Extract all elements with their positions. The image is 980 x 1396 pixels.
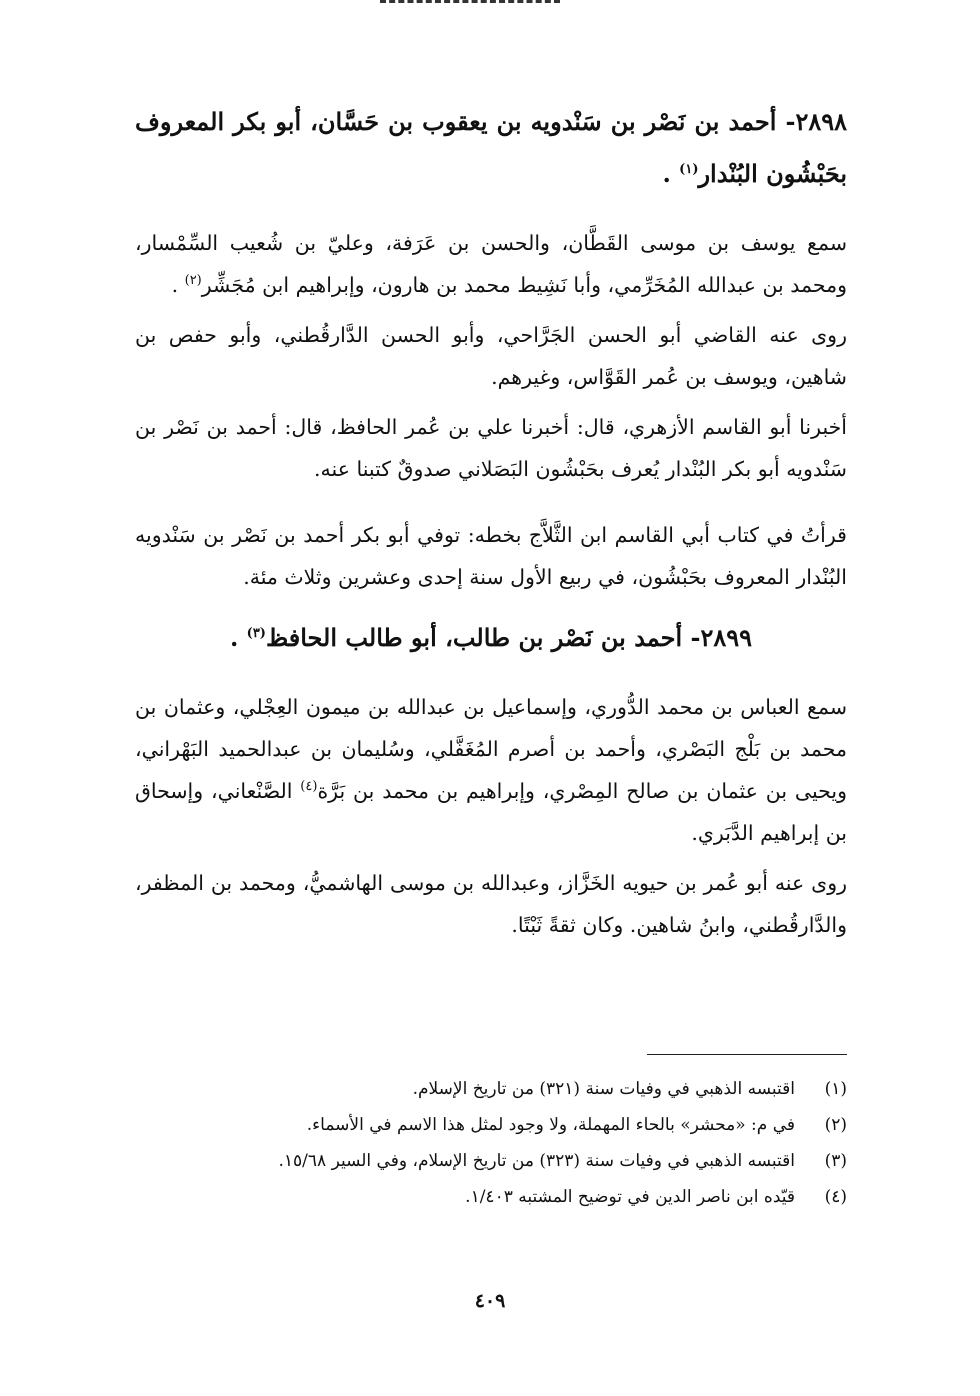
entry-2899-heading: [135, 612, 847, 664]
footnote-4: [135, 1179, 847, 1215]
footnote-text: في م: «محشر» بالحاء المهملة، ولا وجود لمثل هذا الاسم في الأسماء.: [306, 1115, 795, 1135]
entry-2898-narration: أخبرنا أبو القاسم الأزهري، قال: أخبرنا علي بن عُمر الحافظ، قال: أحمد بن نَصْر بن سَنْدويه أبو بكر البُنْدار يُعرف بحَبْشُون البَصَلاني صدوقٌ كتبنا عنه.: [135, 415, 847, 481]
footnote-number: (٤): [824, 1187, 847, 1207]
entry-2898-heading-end: .: [662, 159, 680, 188]
footnote-ref-1[interactable]: (١): [679, 162, 699, 177]
footnote-number: (٣): [824, 1151, 847, 1171]
footnote-text: قيّده ابن ناصر الدين في توضيح المشتبه ١/٤٠٣.: [465, 1187, 795, 1207]
entry-2898-teachers-end: .: [171, 273, 185, 297]
footnote-2: [135, 1107, 847, 1143]
entry-2898-students: روى عنه القاضي أبو الحسن الجَرَّاحي، وأبو الحسن الدَّارقُطني، وأبو حفص بن شاهين، ويوسف بن عُمر القَوَّاس، وغيرهم.: [135, 323, 847, 389]
footnotes-section: [135, 1054, 847, 1215]
entry-2898-teachers: [135, 222, 847, 306]
footnote-ref-2[interactable]: (٢): [184, 273, 202, 289]
footnote-number: (٢): [824, 1115, 847, 1135]
footnote-rule-wrap: [135, 1054, 847, 1055]
footnote-number: (١): [824, 1079, 847, 1099]
footnote-ref-4[interactable]: (٤): [300, 779, 318, 795]
entry-2898-teachers-text: سمع يوسف بن موسى القَطَّان، والحسن بن عَرَفة، وعليّ بن شُعيب السِّمْسار، ومحمد بن عبدالله المُخَرِّمي، وأبا نَشِيط محمد بن هارون، وإبراهيم ابن مُجَشِّر: [135, 231, 847, 297]
entry-2899-teachers-end: الصَّنْعاني، وإسحاق بن إبراهيم الدَّبَري.: [135, 779, 847, 845]
footnote-text: اقتبسه الذهبي في وفيات سنة (٣٢١) من تاريخ الإسلام.: [412, 1079, 795, 1099]
entry-2898-heading: [135, 96, 847, 200]
entry-2899-students: روى عنه أبو عُمر بن حيويه الخَزَّاز، وعبدالله بن موسى الهاشميُّ، ومحمد بن المظفر، والدَّارقُطني، وابنُ شاهين. وكان ثقةً ثَبْتًا.: [135, 871, 847, 937]
entry-2898-death: قرأتُ في كتاب أبي القاسم ابن الثَّلاَّج بخطه: توفي أبو بكر أحمد بن نَصْر بن سَنْدويه البُنْدار المعروف بحَبْشُون، في ربيع الأول سنة إحدى وعشرين وثلاث مئة.: [135, 523, 847, 589]
entry-2898-heading-text: ٢٨٩٨- أحمد بن نَصْر بن سَنْدويه بن يعقوب بن حَسَّان، أبو بكر المعروف بحَبْشُون البُنْدار: [135, 107, 847, 188]
footnote-3: [135, 1143, 847, 1179]
entry-2899-heading-end: .: [229, 623, 247, 652]
spacer: [135, 498, 847, 514]
footnote-text: اقتبسه الذهبي في وفيات سنة (٣٢٣) من تاريخ الإسلام، وفي السير ١٥/٦٨.: [278, 1151, 795, 1171]
main-text: [135, 96, 847, 954]
footnote-1: [135, 1071, 847, 1107]
entry-2899-teachers: [135, 686, 847, 854]
entry-2899-teachers-text: سمع العباس بن محمد الدُّوري، وإسماعيل بن عبدالله بن ميمون العِجْلي، وعثمان بن محمد بن بَلْج البَصْري، وأحمد بن أصرم المُغَفَّلي، وسُليمان بن عبدالحميد البَهْراني، ويحيى بن عثمان بن صالح المِصْري، وإبراهيم بن محمد بن بَرَّة: [135, 695, 847, 803]
page-number: ٤٠٩: [474, 1290, 506, 1312]
footnote-divider: [647, 1054, 847, 1055]
top-edge-marks: [380, 0, 560, 11]
entry-2899-heading-text: ٢٨٩٩- أحمد بن نَصْر بن طالب، أبو طالب الحافظ: [265, 623, 753, 652]
footnote-ref-3[interactable]: (٣): [246, 626, 266, 641]
